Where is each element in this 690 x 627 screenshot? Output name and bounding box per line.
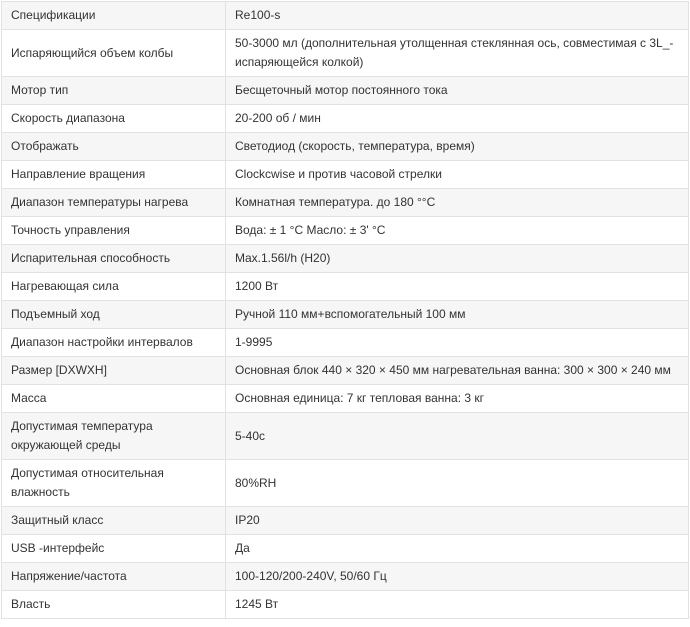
spec-value: Основная единица: 7 кг тепловая ванна: 3 кг xyxy=(226,385,689,413)
table-row xyxy=(2,133,689,161)
table-row xyxy=(2,563,689,591)
table-row xyxy=(2,329,689,357)
table-row xyxy=(2,591,689,619)
spec-value: Re100-s xyxy=(226,2,689,30)
spec-label: Подъемный ход xyxy=(2,301,226,329)
spec-label: Отображать xyxy=(2,133,226,161)
spec-value: Светодиод (скорость, температура, время) xyxy=(226,133,689,161)
spec-label: Спецификации xyxy=(2,2,226,30)
spec-label: Защитный класс xyxy=(2,507,226,535)
spec-label: Скорость диапазона xyxy=(2,105,226,133)
spec-value: Бесщеточный мотор постоянного тока xyxy=(226,77,689,105)
table-row xyxy=(2,161,689,189)
spec-label: Нагревающая сила xyxy=(2,273,226,301)
spec-label: Власть xyxy=(2,591,226,619)
specifications-table xyxy=(1,1,689,619)
table-row xyxy=(2,245,689,273)
spec-label: Допустимая температура окружающей среды xyxy=(2,413,226,460)
spec-value: 5-40с xyxy=(226,413,689,460)
spec-label: Масса xyxy=(2,385,226,413)
spec-label: Напряжение/частота xyxy=(2,563,226,591)
spec-value: 1200 Вт xyxy=(226,273,689,301)
spec-value: 50-3000 мл (дополнительная утолщенная стеклянная ось, совместимая с 3L_-испаряющейся колкой) xyxy=(226,30,689,77)
spec-value: 80%RH xyxy=(226,460,689,507)
spec-value: 20-200 об / мин xyxy=(226,105,689,133)
spec-value: Комнатная температура. до 180 °°C xyxy=(226,189,689,217)
table-row xyxy=(2,301,689,329)
table-row xyxy=(2,357,689,385)
table-row xyxy=(2,507,689,535)
spec-label: USB -интерфейс xyxy=(2,535,226,563)
table-row xyxy=(2,2,689,30)
table-row xyxy=(2,413,689,460)
table-row xyxy=(2,30,689,77)
spec-label: Направление вращения xyxy=(2,161,226,189)
spec-value: 100-120/200-240V, 50/60 Гц xyxy=(226,563,689,591)
spec-value: Clockcwise и против часовой стрелки xyxy=(226,161,689,189)
spec-label: Мотор тип xyxy=(2,77,226,105)
spec-label: Точность управления xyxy=(2,217,226,245)
table-row xyxy=(2,77,689,105)
spec-label: Испарительная способность xyxy=(2,245,226,273)
spec-label: Диапазон настройки интервалов xyxy=(2,329,226,357)
spec-value: Основная блок 440 × 320 × 450 мм нагревательная ванна: 300 × 300 × 240 мм xyxy=(226,357,689,385)
spec-label: Диапазон температуры нагрева xyxy=(2,189,226,217)
table-row xyxy=(2,273,689,301)
spec-value: Max.1.56l/h (H20) xyxy=(226,245,689,273)
table-row xyxy=(2,460,689,507)
spec-value: 1-9995 xyxy=(226,329,689,357)
table-row xyxy=(2,385,689,413)
spec-label: Допустимая относительная влажность xyxy=(2,460,226,507)
table-row xyxy=(2,217,689,245)
spec-value: Ручной 110 мм+вспомогательный 100 мм xyxy=(226,301,689,329)
table-row xyxy=(2,189,689,217)
spec-value: 1245 Вт xyxy=(226,591,689,619)
table-row xyxy=(2,535,689,563)
spec-value: IP20 xyxy=(226,507,689,535)
table-row xyxy=(2,105,689,133)
spec-label: Размер [DXWXH] xyxy=(2,357,226,385)
spec-label: Испаряющийся объем колбы xyxy=(2,30,226,77)
spec-value: Да xyxy=(226,535,689,563)
spec-value: Вода: ± 1 °C Масло: ± 3' °C xyxy=(226,217,689,245)
specifications-table-body xyxy=(2,2,689,619)
